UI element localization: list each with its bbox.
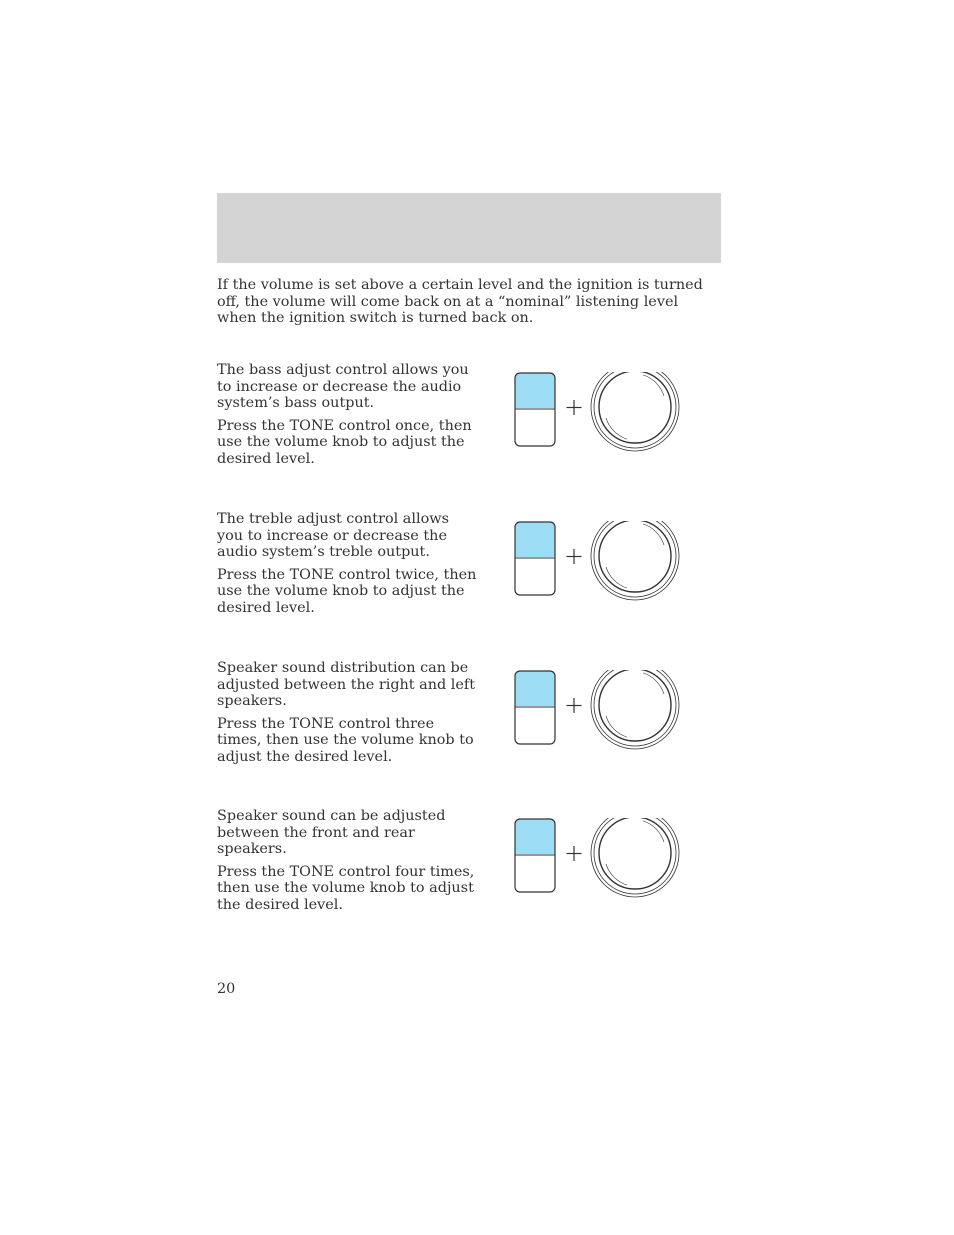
bass-description: The bass adjust control allows you to increase or decrease the audio system’s bass output. bbox=[217, 362, 469, 411]
treble-description: The treble adjust control allows you to increase or decrease the audio system’s treble output. bbox=[217, 511, 449, 560]
bass-diagram bbox=[514, 372, 682, 464]
balance-description: Speaker sound distribution can be adjusted between the right and left speakers. bbox=[217, 660, 476, 709]
balance-instruction: Press the TONE control three times, then use the volume knob to adjust the desired level. bbox=[217, 715, 474, 765]
plus-icon bbox=[567, 698, 582, 713]
tone-button-icon bbox=[515, 373, 555, 446]
intro-paragraph: If the volume is set above a certain level and the ignition is turned off, the volume will come back on at a “nominal” listening level when the ignition switch is turned back on. bbox=[217, 277, 703, 326]
volume-knob-icon bbox=[591, 670, 679, 749]
fade-diagram bbox=[514, 818, 682, 910]
bass-instruction: Press the TONE control once, then use the volume knob to adjust the desired level. bbox=[217, 417, 472, 467]
fade-text bbox=[217, 808, 477, 919]
plus-icon bbox=[567, 549, 582, 564]
fade-description: Speaker sound can be adjusted between the front and rear speakers. bbox=[217, 808, 446, 857]
fade-section bbox=[217, 808, 721, 918]
tone-button-icon bbox=[515, 819, 555, 892]
bass-text bbox=[217, 362, 477, 473]
treble-diagram bbox=[514, 521, 682, 613]
balance-text bbox=[217, 660, 477, 771]
tone-button-icon bbox=[515, 522, 555, 595]
bass-section bbox=[217, 362, 721, 472]
fade-instruction: Press the TONE control four times, then use the volume knob to adjust the desired level. bbox=[217, 863, 475, 913]
volume-knob-icon bbox=[591, 521, 679, 600]
treble-text bbox=[217, 511, 477, 622]
volume-knob-icon bbox=[591, 372, 679, 451]
section-header-bar bbox=[217, 193, 721, 263]
page-number: 20 bbox=[217, 981, 236, 997]
tone-button-icon bbox=[515, 671, 555, 744]
balance-diagram bbox=[514, 670, 682, 762]
plus-icon bbox=[567, 846, 582, 861]
treble-instruction: Press the TONE control twice, then use the volume knob to adjust the desired level. bbox=[217, 566, 477, 616]
balance-section bbox=[217, 660, 721, 770]
volume-knob-icon bbox=[591, 818, 679, 897]
treble-section bbox=[217, 511, 721, 621]
plus-icon bbox=[567, 400, 582, 415]
